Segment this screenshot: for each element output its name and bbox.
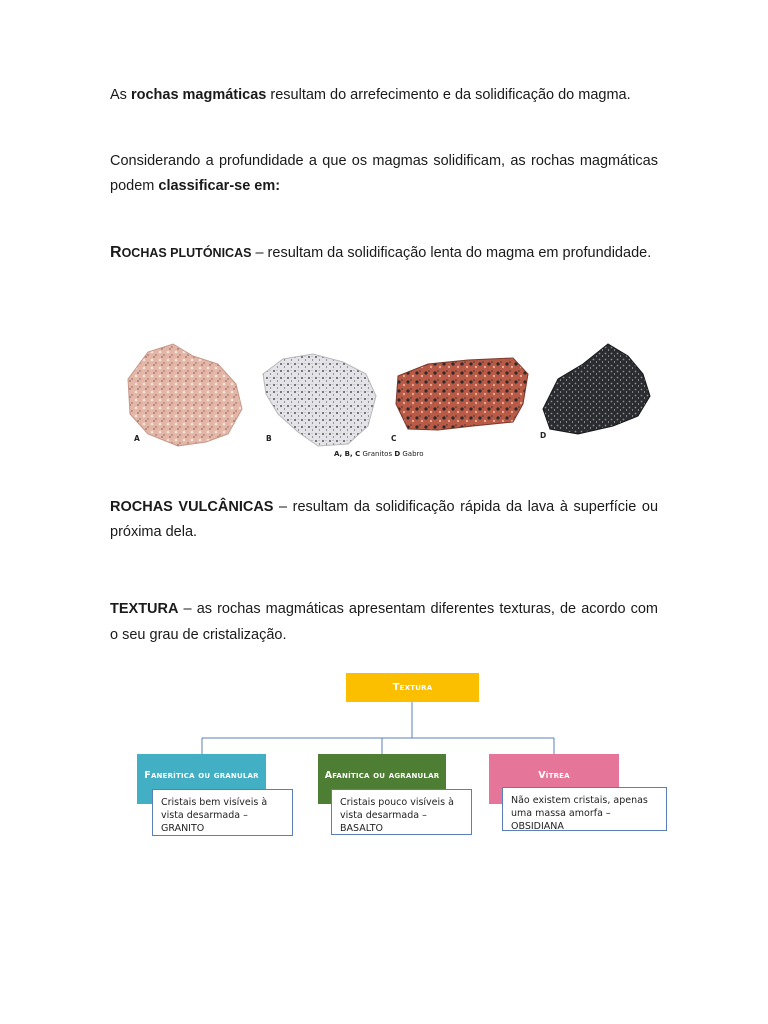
rock-label-a: A xyxy=(134,434,140,443)
classification-text: Considerando a profundidade a que os magmas solidificam, as rochas magmáticas podem xyxy=(110,153,658,194)
vitreous-desc-box xyxy=(502,787,667,831)
volcanic-title: ROCHAS VULCÂNICAS xyxy=(110,499,274,515)
rock-label-d: D xyxy=(540,431,547,440)
phaneritic-label: Fanerítica ou granular xyxy=(144,770,259,781)
rock-d-shape xyxy=(543,344,650,434)
phaneritic-desc: Cristais bem visíveis à vista desarmada – GRANITO xyxy=(161,797,268,834)
classification-paragraph xyxy=(110,149,658,199)
rock-label-c: C xyxy=(391,434,397,443)
texture-root-label: Textura xyxy=(392,682,433,693)
intro-term: rochas magmáticas xyxy=(130,87,267,103)
texture-paragraph xyxy=(110,596,658,648)
classification-emphasis: classificar-se em: xyxy=(158,178,281,194)
caption-gabbro-text: Gabro xyxy=(400,450,424,458)
vitreous-desc: Não existem cristais, apenas uma massa amorfa – OBSIDIANA xyxy=(511,795,648,832)
aphanitic-desc-box xyxy=(331,789,472,835)
plutonic-title: OCHAS PLUTÓNICAS xyxy=(121,246,252,260)
aphanitic-desc: Cristais pouco visíveis à vista desarmada – BASALTO xyxy=(340,797,454,834)
plutonic-title-initial: R xyxy=(110,244,122,261)
texture-text: – as rochas magmáticas apresentam diferentes texturas, de acordo com o seu grau de cristalização. xyxy=(110,601,658,643)
caption-granite-text: Granitos xyxy=(360,450,395,458)
texture-root-box xyxy=(346,673,479,702)
caption-gabbro-letter: D xyxy=(394,450,401,458)
texture-title: TEXTURA xyxy=(110,601,179,617)
phaneritic-desc-box xyxy=(152,789,293,836)
intro-text-start: As xyxy=(110,87,131,103)
rock-c-shape xyxy=(396,358,528,430)
volcanic-paragraph xyxy=(110,495,658,545)
rock-caption xyxy=(334,450,424,458)
volcanic-text: – resultam da solidificação rápida da lava à superfície ou próxima dela. xyxy=(110,499,659,540)
rock-photos xyxy=(118,334,663,464)
vitreous-label: Vítrea xyxy=(538,770,570,781)
intro-text-end: resultam do arrefecimento e da solidificação do magma. xyxy=(266,87,631,103)
caption-granite-letters: A, B, C xyxy=(334,450,361,458)
rock-a-shape xyxy=(128,344,242,446)
aphanitic-label: Afanítica ou agranular xyxy=(324,770,440,781)
plutonic-paragraph xyxy=(110,240,658,266)
rock-label-b: B xyxy=(266,434,272,443)
plutonic-text: – resultam da solidificação lenta do magma em profundidade. xyxy=(251,245,652,261)
rock-b-shape xyxy=(263,354,376,446)
intro-paragraph xyxy=(110,84,658,106)
rock-photos-svg xyxy=(118,334,663,464)
